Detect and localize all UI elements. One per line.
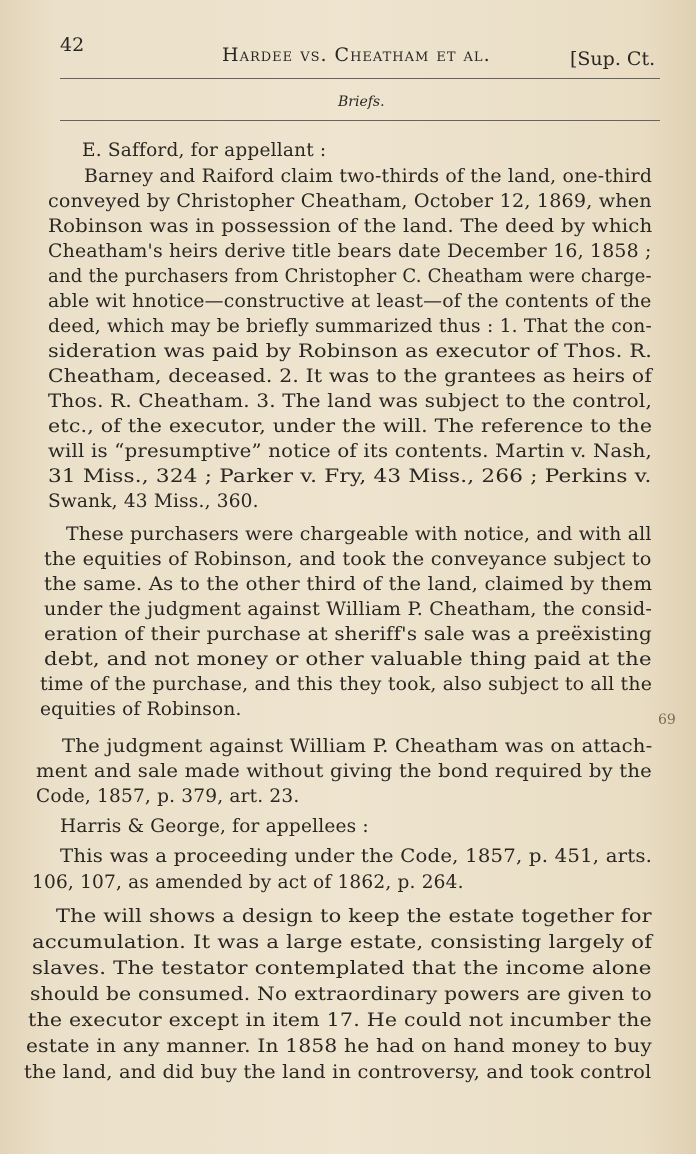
court-label: [Sup. Ct. (570, 48, 656, 70)
text-line: These purchasers were chargeable with notice, and with all (66, 524, 652, 545)
section-label: Briefs. (338, 94, 385, 110)
text-line: The will shows a design to keep the estate together for (56, 906, 652, 927)
text-line: 31 Miss., 324 ; Parker v. Fry, 43 Miss., 266 ; Perkins v. (48, 466, 652, 487)
running-title: Hardee vs. Cheatham et al. (222, 44, 491, 66)
text-line: sideration was paid by Robinson as executor of Thos. R. (48, 341, 653, 362)
text-line: Barney and Raiford claim two-thirds of the land, one-third (84, 166, 653, 187)
text-line: E. Safford, for appellant : (82, 140, 327, 161)
text-line: Cheatham's heirs derive title bears date December 16, 1858 ; (48, 241, 652, 262)
text-line: equities of Robinson. (40, 699, 242, 720)
text-line: Swank, 43 Miss., 360. (48, 491, 259, 512)
text-line: Cheatham, deceased. 2. It was to the grantees as heirs of (48, 366, 653, 387)
page-header (0, 34, 696, 74)
text-line: etc., of the executor, under the will. The reference to the (48, 416, 653, 437)
text-line: deed, which may be briefly summarized thus : 1. That the con- (48, 316, 653, 337)
text-line: should be consumed. No extraordinary powers are given to (30, 984, 652, 1005)
text-line: eration of their purchase at sheriff's sale was a preëxisting (44, 624, 652, 645)
text-line: Thos. R. Cheatham. 3. The land was subject to the control, (48, 391, 652, 412)
text-line: estate in any manner. In 1858 he had on hand money to buy (26, 1036, 653, 1057)
section-rule (60, 120, 660, 121)
text-line: time of the purchase, and this they took, also subject to all the (40, 674, 653, 695)
text-line: under the judgment against William P. Cheatham, the consid- (44, 599, 653, 620)
text-line: Robinson was in possession of the land. The deed by which (48, 216, 653, 237)
margin-mark: 69 (658, 712, 676, 728)
text-line: Harris & George, for appellees : (60, 816, 369, 837)
text-line: ment and sale made without giving the bond required by the (36, 761, 652, 782)
text-line: the executor except in item 17. He could not incumber the (28, 1010, 652, 1031)
text-line: the land, and did buy the land in controversy, and took control (24, 1062, 652, 1083)
text-line: the equities of Robinson, and took the conveyance subject to (44, 549, 652, 570)
page-number: 42 (60, 34, 85, 56)
text-line: The judgment against William P. Cheatham was on attach- (62, 736, 653, 757)
text-line: will is “presumptive” notice of its contents. Martin v. Nash, (48, 441, 653, 462)
text-line: This was a proceeding under the Code, 1857, p. 451, arts. (60, 846, 653, 867)
text-line: able wit hnotice—constructive at least—of the contents of the (48, 291, 652, 312)
header-rule (60, 78, 660, 79)
text-line: accumulation. It was a large estate, consisting largely of (32, 932, 653, 953)
text-line: and the purchasers from Christopher C. Cheatham were charge- (48, 266, 652, 287)
text-line: slaves. The testator contemplated that the income alone (32, 958, 652, 979)
text-line: 106, 107, as amended by act of 1862, p. 264. (32, 872, 464, 893)
text-line: debt, and not money or other valuable thing paid at the (44, 649, 652, 670)
text-line: conveyed by Christopher Cheatham, October 12, 1869, when (48, 191, 652, 212)
text-line: the same. As to the other third of the land, claimed by them (44, 574, 653, 595)
text-line: Code, 1857, p. 379, art. 23. (36, 786, 300, 807)
